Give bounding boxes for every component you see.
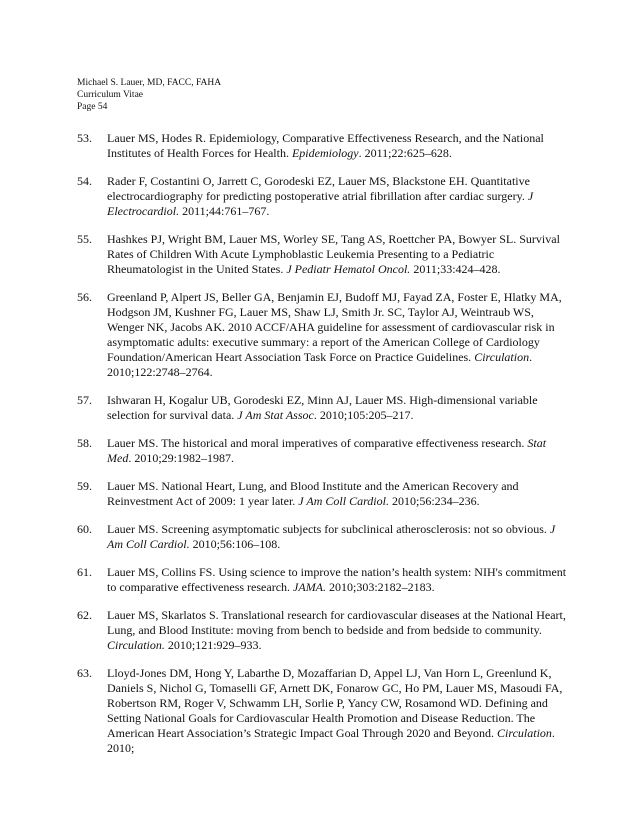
reference-volume: 2010;56:106–108. [189,537,281,551]
reference-citation: Lauer MS, Hodes R. Epidemiology, Comparative Effectiveness Research, and the National Institutes of Health Forces for Health. [107,131,544,160]
reference-text [107,608,567,653]
reference-item [77,232,567,277]
reference-text [107,131,567,161]
reference-number: 53. [77,131,92,145]
page-header [77,77,221,113]
reference-citation: Lloyd-Jones DM, Hong Y, Labarthe D, Mozaffarian D, Appel LJ, Van Horn L, Greenlund K, Daniels S, Nichol G, Tomaselli GF, Arnett DK, Fonarow GC, Ho PM, Lauer MS, Masoudi FA, Robertson RM, Roger V, Schwamm LH, Sorlie P, Yancy CW, Rosamond WD. Defining and Setting National Goals for Cardiovascular Health Promotion and Disease Reduction. The American Heart Association’s Strategic Impact Goal Through 2020 and Beyond. [107,666,563,740]
reference-citation: Greenland P, Alpert JS, Beller GA, Benjamin EJ, Budoff MJ, Fayad ZA, Foster E, Hlatky MA, Hodgson JM, Kushner FG, Lauer MS, Shaw LJ, Smith Jr. SC, Taylor AJ, Weintraub WS, Wenger NK, Jacobs AK. 2010 ACCF/AHA guideline for assessment of cardiovascular risk in asymptomatic adults: executive summary: a report of the American College of Cardiology Foundation/American Heart Association Task Force on Practice Guidelines. [107,290,562,364]
reference-item [77,666,567,756]
reference-citation: Rader F, Costantini O, Jarrett C, Gorodeski EZ, Lauer MS, Blackstone EH. Quantitative electrocardiography for predicting postoperative atrial fibrillation after cardiac surgery. [107,174,530,203]
reference-text [107,232,567,277]
reference-citation: Ishwaran H, Kogalur UB, Gorodeski EZ, Minn AJ, Lauer MS. High-dimensional variable selection for survival data. [107,393,538,422]
reference-number: 61. [77,565,92,579]
reference-citation: Hashkes PJ, Wright BM, Lauer MS, Worley SE, Tang AS, Roettcher PA, Bowyer SL. Survival Rates of Children With Acute Lymphoblastic Leukemia Presenting to a Pediatric Rheumatologist in the United States. [107,232,560,276]
reference-journal: JAMA. [293,580,327,594]
reference-volume: . 2011;22:625–628. [358,146,452,160]
reference-volume: . 2010; [107,726,555,755]
reference-number: 54. [77,174,92,188]
reference-item [77,131,567,161]
reference-list [77,131,567,776]
reference-text [107,290,567,380]
reference-citation: Lauer MS, Collins FS. Using science to improve the nation’s health system: NIH's commitment to comparative effectiveness research. [107,565,567,594]
reference-item [77,565,567,595]
reference-text [107,393,567,423]
reference-citation: Lauer MS. National Heart, Lung, and Blood Institute and the American Recovery and Reinvestment Act of 2009: 1 year later. [107,479,519,508]
reference-volume: 2010;56:234–236. [388,494,480,508]
reference-journal: J Electrocardiol. [107,189,534,218]
reference-journal: J Pediatr Hematol Oncol. [286,262,411,276]
reference-text [107,174,567,219]
reference-journal: Circulation [497,726,552,740]
reference-text [107,666,567,756]
reference-volume: 2010;121:929–933. [164,638,262,652]
reference-journal: Circulation. [107,638,165,652]
reference-volume: 2011;44:761–767. [179,204,270,218]
author-name: Michael S. Lauer, MD, FACC, FAHA [77,78,222,88]
reference-number: 60. [77,522,92,536]
reference-number: 62. [77,608,92,622]
reference-item [77,479,567,509]
reference-number: 56. [77,290,92,304]
reference-volume: 2011;33:424–428. [410,262,501,276]
document-title: Curriculum Vitae [77,90,144,100]
reference-item [77,608,567,653]
reference-item [77,436,567,466]
reference-number: 63. [77,666,92,680]
reference-number: 59. [77,479,92,493]
reference-volume: . 2010;105:205–217. [313,408,414,422]
reference-journal: J Am Coll Cardiol. [298,494,389,508]
reference-journal: J Am Stat Assoc [237,408,314,422]
reference-number: 57. [77,393,92,407]
reference-citation: Lauer MS. Screening asymptomatic subjects for subclinical atherosclerosis: not so obvious. [107,522,550,536]
reference-text [107,522,567,552]
reference-journal: Circulation [474,350,530,364]
page-number: Page 54 [77,102,108,112]
reference-number: 55. [77,232,92,246]
reference-item [77,393,567,423]
reference-text [107,479,567,509]
reference-text [107,436,567,466]
reference-volume: . 2010;29:1982–1987. [128,451,234,465]
reference-number: 58. [77,436,92,450]
reference-journal: J Am Coll Cardiol. [107,522,556,551]
reference-volume: 2010;303:2182–2183. [326,580,435,594]
reference-citation: Lauer MS. The historical and moral imperatives of comparative effectiveness research. [107,436,528,450]
reference-volume: . 2010;122:2748–2764. [107,350,533,379]
reference-citation: Lauer MS, Skarlatos S. Translational research for cardiovascular diseases at the National Heart, Lung, and Blood Institute: moving from bench to bedside and from bedside to community. [107,608,566,637]
reference-item [77,174,567,219]
reference-journal: Epidemiology [291,146,359,160]
reference-item [77,522,567,552]
reference-item [77,290,567,380]
reference-text [107,565,567,595]
reference-journal: Stat Med [107,436,547,465]
